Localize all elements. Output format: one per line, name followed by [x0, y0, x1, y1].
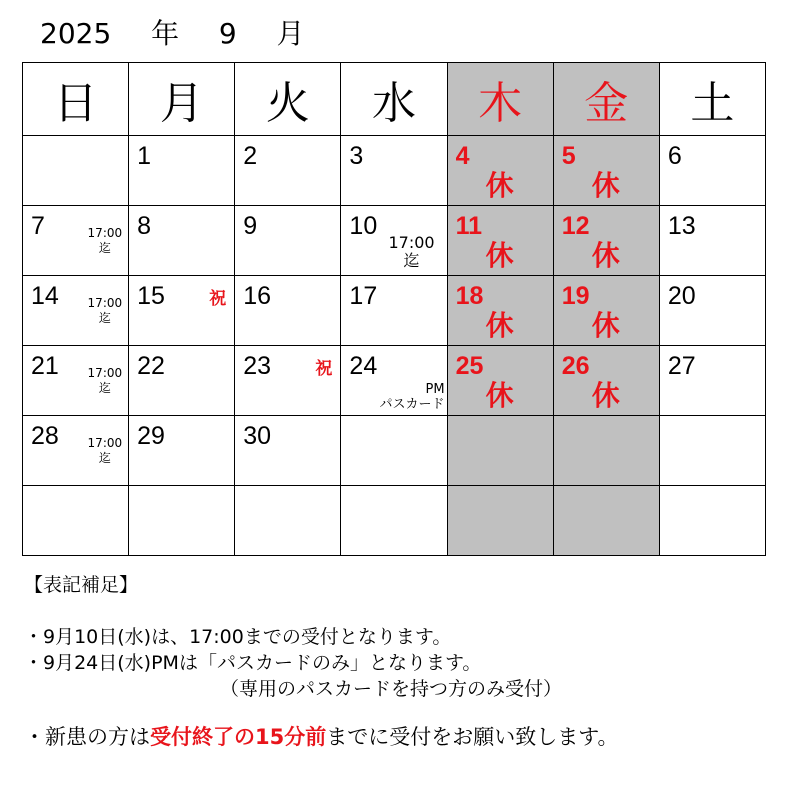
day-cell-empty — [341, 416, 447, 486]
day-number: 13 — [667, 212, 696, 240]
week-row — [23, 346, 766, 416]
day-cell — [659, 346, 765, 416]
day-number: 21 — [31, 352, 59, 380]
weekday-header-row — [23, 63, 766, 136]
calendar-title — [40, 14, 305, 54]
hours-note: 17:00 迄 — [87, 436, 123, 465]
hours-note: 17:00 迄 — [87, 366, 123, 395]
day-number: 18 — [455, 282, 484, 310]
day-number: 30 — [243, 422, 272, 450]
week-row — [23, 416, 766, 486]
holiday-mark: 祝 — [209, 289, 227, 309]
day-cell-empty — [447, 486, 553, 556]
weekday-tue: 火 — [235, 63, 341, 136]
day-number: 15 — [137, 282, 165, 310]
closed-mark: 休 — [591, 239, 620, 272]
hours-note: 17:00 迄 — [87, 226, 123, 255]
note-line: （専用のパスカードを持つ方のみ受付） — [220, 678, 563, 700]
day-number: 24 — [349, 352, 378, 380]
closed-mark: 休 — [485, 379, 514, 412]
weekday-sat: 土 — [659, 63, 765, 136]
day-number: 28 — [31, 422, 59, 450]
day-number: 16 — [243, 282, 272, 310]
day-cell — [23, 416, 129, 486]
day-cell — [23, 206, 129, 276]
day-cell — [235, 346, 341, 416]
week-row — [23, 486, 766, 556]
day-cell — [659, 276, 765, 346]
day-cell — [659, 136, 765, 206]
calendar-table — [22, 62, 766, 556]
weekday-fri: 金 — [553, 63, 659, 136]
closed-mark: 休 — [485, 309, 514, 342]
notes-section — [24, 572, 774, 750]
day-cell — [341, 276, 447, 346]
closed-mark: 休 — [485, 169, 514, 202]
day-cell — [235, 416, 341, 486]
weekday-sun: 日 — [23, 63, 129, 136]
closed-mark: 休 — [591, 309, 620, 342]
day-cell-closed — [553, 206, 659, 276]
title-month-unit: 月 — [276, 17, 305, 50]
week-row — [23, 136, 766, 206]
hours-note: 17:00 迄 — [87, 296, 123, 325]
day-cell — [23, 346, 129, 416]
day-cell-empty — [659, 486, 765, 556]
closed-mark: 休 — [591, 379, 620, 412]
note-line: ・9月24日(水)PMは「パスカードのみ」となります。 — [24, 652, 482, 674]
day-cell — [235, 276, 341, 346]
day-cell-empty — [23, 486, 129, 556]
day-number: 8 — [137, 212, 152, 240]
day-number: 29 — [137, 422, 165, 450]
week-row — [23, 206, 766, 276]
day-number: 6 — [667, 142, 682, 170]
day-cell — [129, 276, 235, 346]
hours-note: 17:00 迄 — [388, 233, 435, 270]
day-number: 4 — [455, 142, 470, 170]
day-number: 22 — [137, 352, 165, 380]
day-number: 12 — [561, 212, 590, 240]
day-cell-closed — [447, 346, 553, 416]
day-cell-empty — [447, 416, 553, 486]
day-cell-empty — [659, 416, 765, 486]
day-number: 20 — [667, 282, 696, 310]
day-cell — [23, 276, 129, 346]
day-cell — [341, 136, 447, 206]
day-number: 11 — [455, 212, 482, 240]
pm-passcard-note: PM パスカード — [379, 382, 445, 412]
day-number: 27 — [667, 352, 696, 380]
day-number: 10 — [349, 212, 378, 240]
day-cell — [659, 206, 765, 276]
day-cell-closed — [447, 276, 553, 346]
notes-heading: 【表記補足】 — [24, 574, 139, 596]
day-number: 7 — [31, 212, 45, 240]
day-cell-empty — [553, 416, 659, 486]
day-cell — [129, 416, 235, 486]
day-number: 3 — [349, 142, 364, 170]
day-cell — [129, 136, 235, 206]
day-number: 17 — [349, 282, 378, 310]
day-number: 9 — [243, 212, 258, 240]
note-emphasis: 受付終了の15分前 — [150, 725, 327, 749]
day-cell-empty — [341, 486, 447, 556]
day-cell-closed — [553, 346, 659, 416]
note-line: ・9月10日(水)は、17:00までの受付となります。 — [24, 626, 452, 648]
holiday-mark: 祝 — [315, 359, 333, 379]
day-cell-closed — [553, 136, 659, 206]
day-cell — [341, 206, 447, 276]
day-cell — [235, 206, 341, 276]
weekday-mon: 月 — [129, 63, 235, 136]
weekday-wed: 水 — [341, 63, 447, 136]
day-cell-empty — [129, 486, 235, 556]
title-year: 2025 — [40, 17, 112, 50]
day-number: 19 — [561, 282, 590, 310]
closed-mark: 休 — [591, 169, 620, 202]
day-cell-closed — [553, 276, 659, 346]
day-number: 14 — [31, 282, 59, 310]
day-cell — [129, 346, 235, 416]
day-cell-closed — [447, 136, 553, 206]
week-row — [23, 276, 766, 346]
closed-mark: 休 — [485, 239, 514, 272]
day-number: 26 — [561, 352, 590, 380]
day-cell-empty — [23, 136, 129, 206]
day-cell — [235, 136, 341, 206]
day-cell — [129, 206, 235, 276]
day-cell-empty — [235, 486, 341, 556]
day-cell-empty — [553, 486, 659, 556]
title-month: 9 — [218, 17, 237, 50]
title-year-unit: 年 — [151, 17, 180, 50]
note-line-newpatient: ・新患の方は受付終了の15分前までに受付をお願い致します。 — [24, 725, 619, 749]
weekday-thu: 木 — [447, 63, 553, 136]
day-number: 25 — [455, 352, 484, 380]
day-number: 2 — [243, 142, 258, 170]
day-cell-closed — [447, 206, 553, 276]
day-number: 1 — [137, 142, 152, 170]
day-number: 5 — [561, 142, 576, 170]
day-number: 23 — [243, 352, 272, 380]
day-cell — [341, 346, 447, 416]
